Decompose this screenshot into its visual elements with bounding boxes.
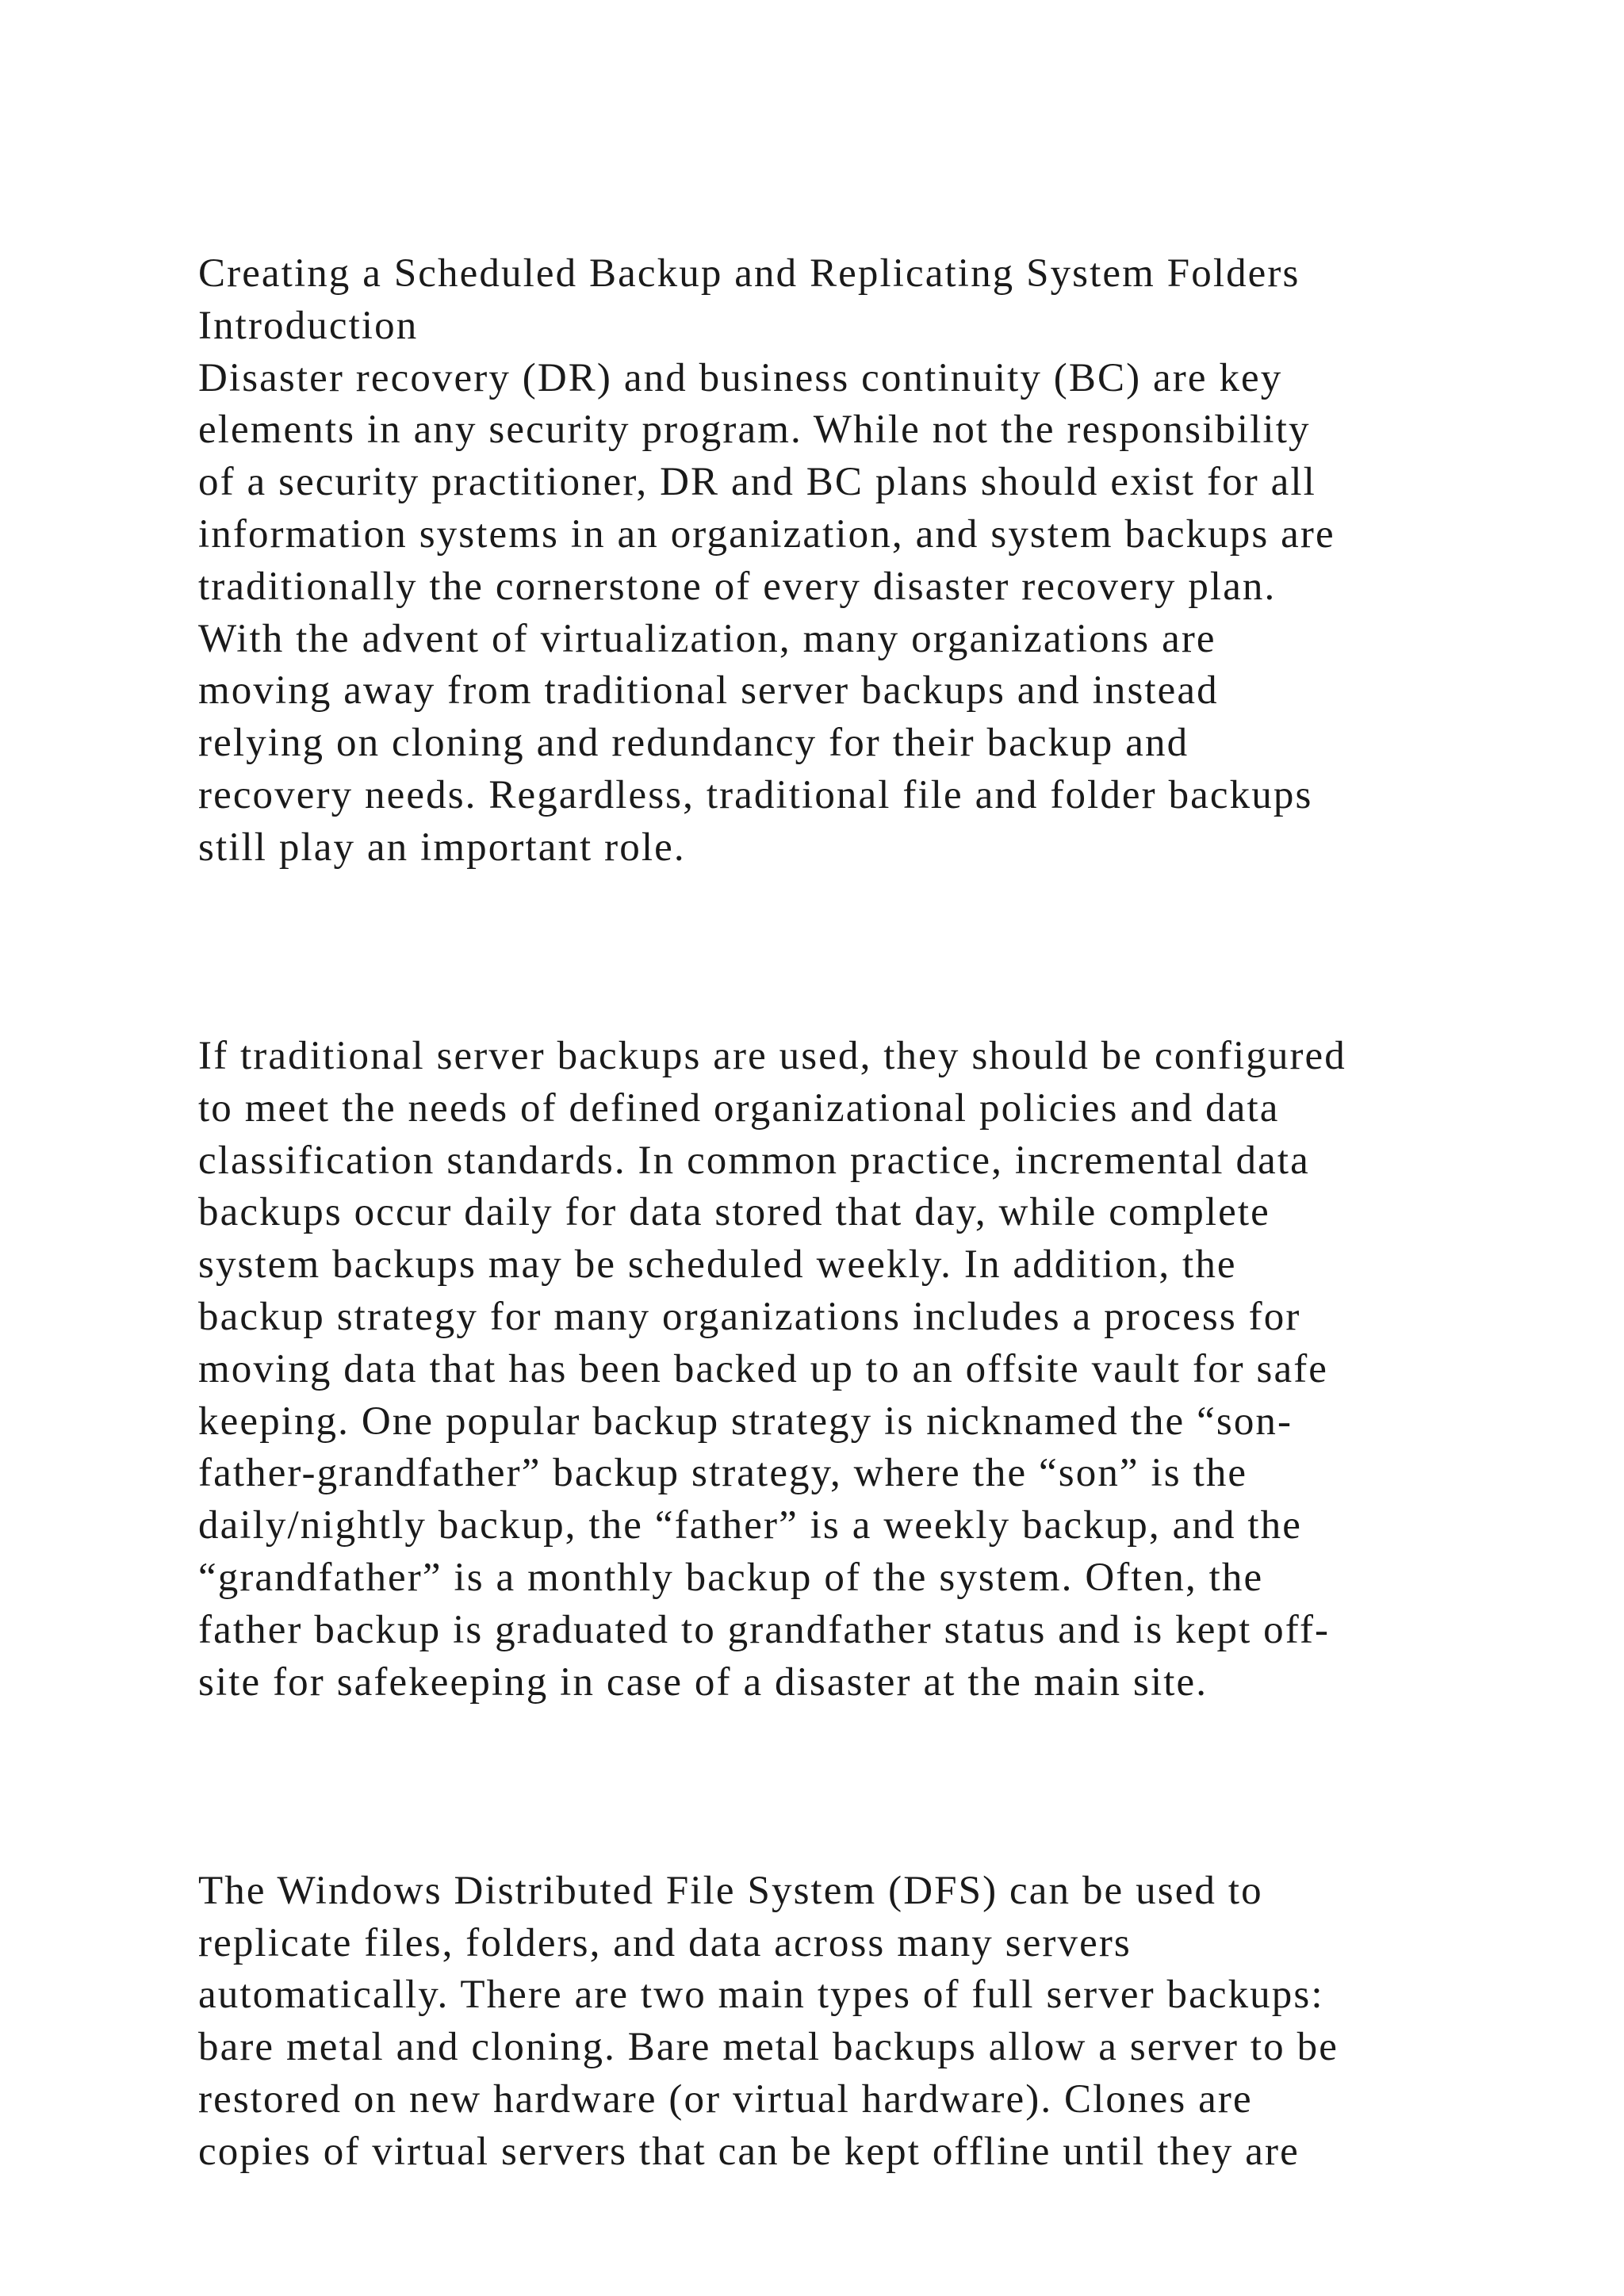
paragraph-line: of a security practitioner, DR and BC plans should exist for all [198,460,1316,505]
paragraph-line: information systems in an organization, and system backups are [198,511,1335,557]
paragraph-line: still play an important role. [198,825,686,870]
document-body [198,248,1507,2178]
paragraph-line: father-grandfather” backup strategy, where the “son” is the [198,1451,1248,1496]
paragraph-line: The Windows Distributed File System (DFS) can be used to [198,1868,1263,1913]
paragraph-line: “grandfather” is a monthly backup of the system. Often, the [198,1555,1264,1600]
paragraph-line: recovery needs. Regardless, traditional file and folder backups [198,772,1313,817]
paragraph-line: Disaster recovery (DR) and business continuity (BC) are key [198,355,1283,400]
paragraph-1 [198,353,1507,874]
paragraph-2 [198,1031,1507,1709]
document-title: Creating a Scheduled Backup and Replicating System Folders [198,251,1300,296]
section-heading: Introduction [198,303,419,348]
paragraph-line: If traditional server backups are used, they should be configured [198,1033,1346,1078]
paragraph-line: automatically. There are two main types of full server backups: [198,1973,1324,2018]
paragraph-line: copies of virtual servers that can be kept offline until they are [198,2129,1300,2174]
paragraph-line: traditionally the cornerstone of every disaster recovery plan. [198,564,1277,609]
paragraph-spacer [198,874,1507,1031]
paragraph-line: backups occur daily for data stored that day, while complete [198,1190,1270,1235]
paragraph-line: bare metal and cloning. Bare metal backups allow a server to be [198,2025,1339,2070]
paragraph-spacer [198,1709,1507,1865]
paragraph-line: keeping. One popular backup strategy is nicknamed the “son- [198,1399,1293,1444]
paragraph-line: site for safekeeping in case of a disaster at the main site. [198,1659,1208,1705]
paragraph-line: to meet the needs of defined organizational policies and data [198,1085,1280,1131]
paragraph-line: father backup is graduated to grandfather status and is kept off- [198,1607,1331,1652]
paragraph-line: moving away from traditional server backups and instead [198,668,1219,714]
paragraph-line: restored on new hardware (or virtual hardware). Clones are [198,2076,1253,2122]
paragraph-line: moving data that has been backed up to an offsite vault for safe [198,1346,1329,1391]
paragraph-line: daily/nightly backup, the “father” is a weekly backup, and the [198,1503,1303,1548]
paragraph-line: elements in any security program. While not the responsibility [198,408,1311,453]
paragraph-3 [198,1866,1507,2179]
paragraph-line: With the advent of virtualization, many organizations are [198,616,1216,661]
paragraph-line: classification standards. In common practice, incremental data [198,1138,1310,1183]
paragraph-line: replicate files, folders, and data across many servers [198,1920,1132,1965]
paragraph-line: system backups may be scheduled weekly. In addition, the [198,1242,1237,1288]
paragraph-line: relying on cloning and redundancy for their backup and [198,721,1189,766]
paragraph-line: backup strategy for many organizations includes a process for [198,1294,1301,1339]
